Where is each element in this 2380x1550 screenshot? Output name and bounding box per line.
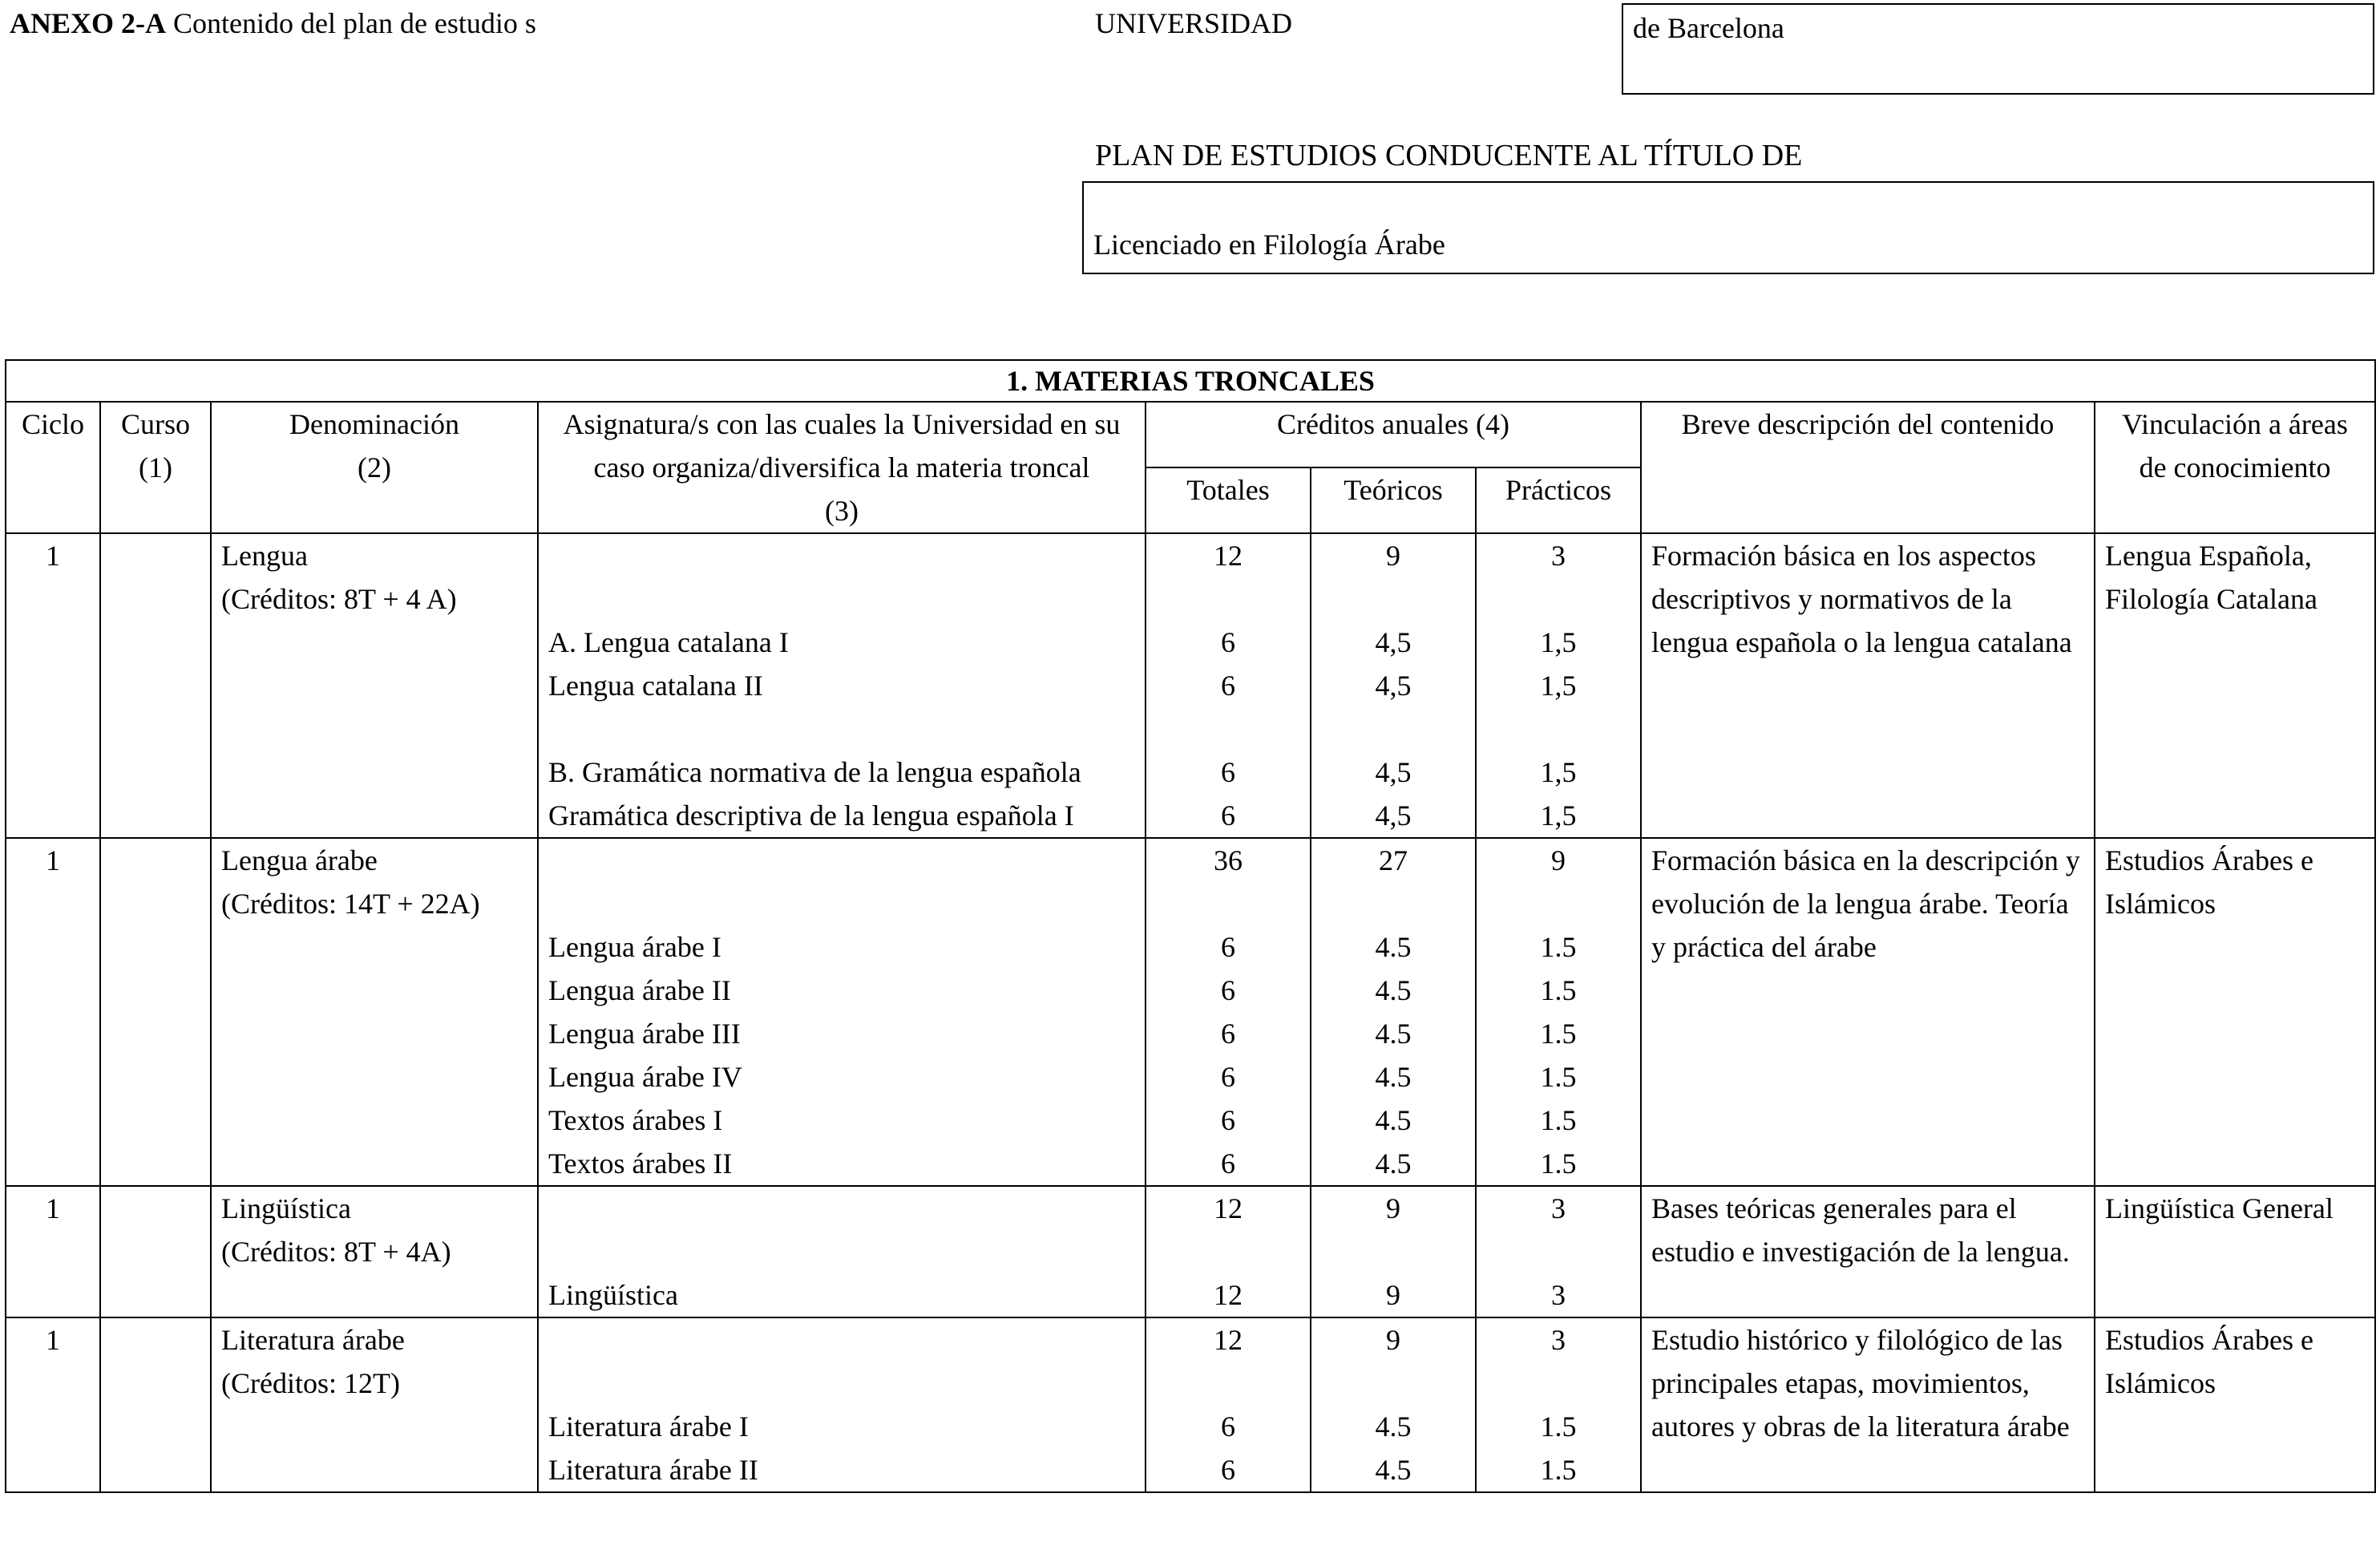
col-curso: Curso (1): [100, 402, 211, 533]
col-ciclo: Ciclo: [6, 402, 100, 533]
col-vinculacion: Vinculación a áreas de conocimiento: [2095, 402, 2375, 533]
cell-totales: 12 12: [1146, 1186, 1311, 1317]
cell-denominacion: Literatura árabe (Créditos: 12T): [211, 1317, 538, 1492]
col-totales: Totales: [1146, 467, 1311, 533]
table-row: [6, 1317, 2375, 1492]
cell-practicos: 3 1.5 1.5: [1476, 1317, 1641, 1492]
annex-label: ANEXO 2-A: [10, 7, 166, 39]
col-teoricos: Teóricos: [1311, 467, 1476, 533]
cell-denominacion: Lengua árabe (Créditos: 14T + 22A): [211, 838, 538, 1186]
cell-descripcion: Estudio histórico y filológico de las principales etapas, movimientos, autores y obras de la literatura árabe: [1641, 1317, 2095, 1492]
cell-asignaturas: Lengua árabe I Lengua árabe II Lengua árabe III Lengua árabe IV Textos árabes I Textos árabes II: [538, 838, 1146, 1186]
col-descripcion: Breve descripción del contenido: [1641, 402, 2095, 533]
cell-teoricos: 9 4.5 4.5: [1311, 1317, 1476, 1492]
col-creditos: Créditos anuales (4): [1146, 402, 1641, 467]
cell-curso: [100, 1186, 211, 1317]
table-row: [6, 838, 2375, 1186]
annex-text: Contenido del plan de estudio s: [173, 7, 536, 39]
cell-descripcion: Bases teóricas generales para el estudio e investigación de la lengua.: [1641, 1186, 2095, 1317]
cell-asignaturas: Lingüística: [538, 1186, 1146, 1317]
cell-ciclo: 1: [6, 1186, 100, 1317]
cell-vinculacion: Estudios Árabes e Islámicos: [2095, 838, 2375, 1186]
col-asignaturas: Asignatura/s con las cuales la Universidad en su caso organiza/diversifica la materia troncal (3): [538, 402, 1146, 533]
table-row: [6, 1186, 2375, 1317]
cell-denominacion: Lengua (Créditos: 8T + 4 A): [211, 533, 538, 838]
cell-curso: [100, 838, 211, 1186]
col-denominacion: Denominación (2): [211, 402, 538, 533]
plan-label: PLAN DE ESTUDIOS CONDUCENTE AL TÍTULO DE: [1095, 139, 1803, 172]
degree-box: [1082, 181, 2374, 274]
cell-practicos: 3 1,5 1,5 1,5 1,5: [1476, 533, 1641, 838]
cell-ciclo: 1: [6, 838, 100, 1186]
materias-troncales-table: [5, 359, 2376, 1493]
cell-asignaturas: Literatura árabe I Literatura árabe II: [538, 1317, 1146, 1492]
cell-totales: 36 6 6 6 6 6 6: [1146, 838, 1311, 1186]
cell-teoricos: 9 4,5 4,5 4,5 4,5: [1311, 533, 1476, 838]
cell-ciclo: 1: [6, 533, 100, 838]
cell-ciclo: 1: [6, 1317, 100, 1492]
cell-asignaturas: A. Lengua catalana I Lengua catalana II B. Gramática normativa de la lengua española Gramática descriptiva de la lengua española I: [538, 533, 1146, 838]
cell-practicos: 3 3: [1476, 1186, 1641, 1317]
cell-teoricos: 9 9: [1311, 1186, 1476, 1317]
cell-totales: 12 6 6 6 6: [1146, 533, 1311, 838]
cell-vinculacion: Estudios Árabes e Islámicos: [2095, 1317, 2375, 1492]
cell-vinculacion: Lengua Española, Filología Catalana: [2095, 533, 2375, 838]
cell-teoricos: 27 4.5 4.5 4.5 4.5 4.5 4.5: [1311, 838, 1476, 1186]
cell-curso: [100, 1317, 211, 1492]
university-label: UNIVERSIDAD: [1095, 7, 1292, 39]
table-title: 1. MATERIAS TRONCALES: [6, 360, 2375, 402]
cell-descripcion: Formación básica en los aspectos descriptivos y normativos de la lengua española o la lengua catalana: [1641, 533, 2095, 838]
university-value: de Barcelona: [1633, 12, 1784, 44]
table-row: [6, 533, 2375, 838]
col-practicos: Prácticos: [1476, 467, 1641, 533]
cell-practicos: 9 1.5 1.5 1.5 1.5 1.5 1.5: [1476, 838, 1641, 1186]
cell-vinculacion: Lingüística General: [2095, 1186, 2375, 1317]
cell-curso: [100, 533, 211, 838]
cell-totales: 12 6 6: [1146, 1317, 1311, 1492]
cell-descripcion: Formación básica en la descripción y evolución de la lengua árabe. Teoría y práctica del árabe: [1641, 838, 2095, 1186]
cell-denominacion: Lingüística (Créditos: 8T + 4A): [211, 1186, 538, 1317]
annex-header: [10, 6, 536, 40]
degree-title: Licenciado en Filología Árabe: [1093, 229, 1445, 261]
university-value-box: [1622, 3, 2374, 95]
